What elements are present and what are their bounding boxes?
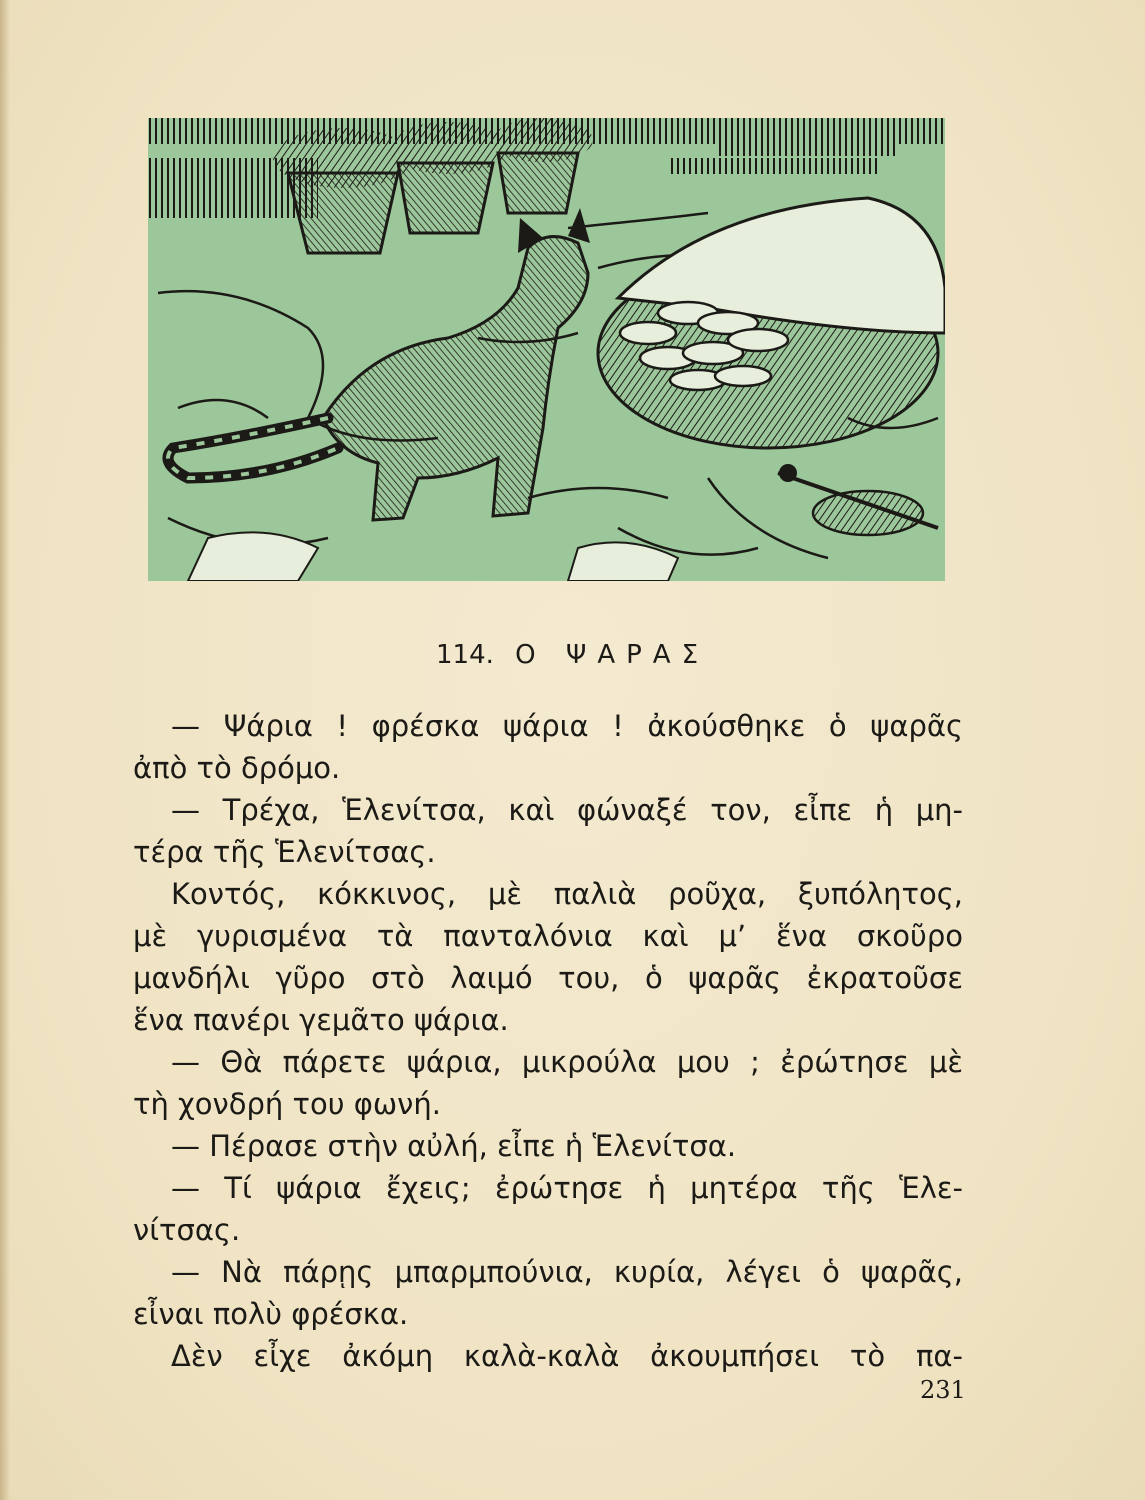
text-line: Δὲν εἶχε ἀκόμη καλὰ-καλὰ ἀκουμπήσει τὸ πα-	[171, 1339, 963, 1373]
text-line: τέρα τῆς Ἑλενίτσας.	[133, 835, 436, 869]
cat-and-fish-basket-illustration	[148, 118, 945, 581]
text-line: νίτσας.	[133, 1213, 241, 1247]
text-line: εἶναι πολὺ φρέσκα.	[133, 1297, 409, 1331]
text-line: — Θὰ πάρετε ψάρια, μικρούλα μου ; ἐρώτησε μὲ	[171, 1045, 963, 1079]
story-text	[133, 705, 963, 1377]
text-line: — Τί ψάρια ἔχεις; ἐρώτησε ἡ μητέρα τῆς Ἑλε-	[171, 1171, 963, 1205]
text-line: μὲ γυρισμένα τὰ πανταλόνια καὶ μ’ ἕνα σκοῦρο	[133, 919, 963, 953]
chapter-title: Ο ΨΑΡΑΣ	[515, 640, 710, 670]
chapter-number: 114.	[435, 640, 494, 670]
chapter-heading	[0, 640, 1145, 670]
text-line: — Νὰ πάρῃς μπαρμπούνια, κυρία, λέγει ὁ ψαρᾶς,	[171, 1255, 963, 1289]
text-line: — Τρέχα, Ἑλενίτσα, καὶ φώναξέ τον, εἶπε ἡ μη-	[171, 793, 963, 827]
text-line: τὴ χονδρή του φωνή.	[133, 1087, 441, 1121]
text-line: ἀπὸ τὸ δρόμο.	[133, 751, 341, 785]
text-line: — Ψάρια ! φρέσκα ψάρια ! ἀκούσθηκε ὁ ψαρᾶς	[171, 709, 963, 743]
text-line: Κοντός, κόκκινος, μὲ παλιὰ ροῦχα, ξυπόλητος,	[171, 877, 963, 911]
text-line: — Πέρασε στὴν αὐλή, εἶπε ἡ Ἑλενίτσα.	[171, 1129, 737, 1163]
page-number: 231	[920, 1376, 966, 1404]
text-line: μανδήλι γῦρο στὸ λαιμό του, ὁ ψαρᾶς ἐκρατοῦσε	[133, 961, 963, 995]
text-line: ἕνα πανέρι γεμᾶτο ψάρια.	[133, 1003, 509, 1037]
page-edge-shadow	[0, 0, 10, 1500]
